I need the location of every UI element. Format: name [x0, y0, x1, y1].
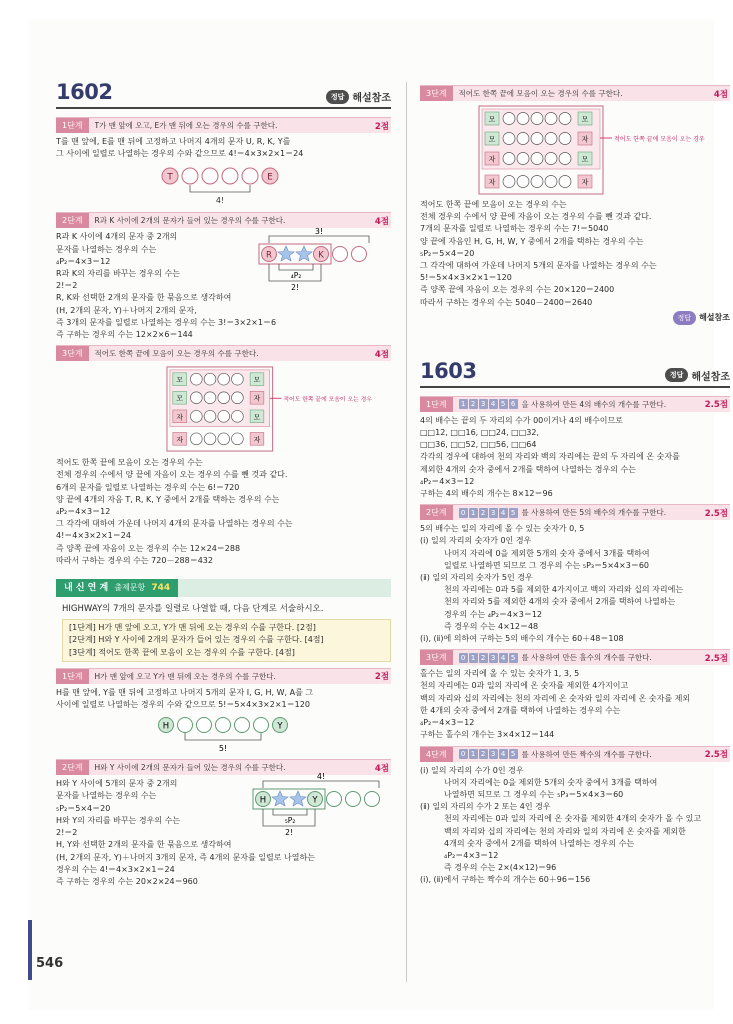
row-left-label: 모 [176, 394, 184, 403]
text-line: H, Y와 선택한 2개의 문자를 한 묶음으로 생각하여 [56, 840, 232, 850]
criteria-line: [2단계] H와 Y 사이에 2개의 문자가 들어 있는 경우의 수를 구한다. [4점] [69, 635, 324, 645]
step-tag: 1단계 [56, 118, 89, 133]
text-line: 2!＝2 [56, 828, 78, 838]
step-title: H가 맨 앞에 오고 Y가 맨 뒤에 오는 경우의 수를 구한다. [94, 671, 276, 681]
text-line: 2!＝2 [56, 281, 78, 291]
fig-letter-b: Y [312, 795, 318, 806]
fig-bottom-label: 2! [285, 828, 293, 838]
text-line: 백의 자리와 십의 자리에는 천의 자리에 온 숫자와 일의 자리에 온 숫자를 제외 [420, 693, 691, 703]
row-right-label: 자 [253, 436, 261, 445]
text-line: (ⅰ) 일의 자리의 수가 0인 경우 [420, 765, 524, 775]
text-line: 5의 배수는 일의 자리에 올 수 있는 숫자가 0, 5 [420, 524, 585, 534]
digit-card: 2 [479, 653, 488, 663]
digit-card: 1 [469, 653, 478, 663]
text-line: (ⅰ) 일의 자리의 숫자가 0인 경우 [420, 536, 532, 546]
step-title: H와 Y 사이에 2개의 문자가 들어 있는 경우의 수를 구한다. [94, 763, 286, 773]
problem-1602-header [56, 80, 391, 109]
digit-card: 5 [509, 653, 518, 663]
text-line: 구하는 홀수의 개수는 3×4×12＝144 [420, 730, 555, 740]
step-header [56, 668, 391, 684]
digit-card: 1 [469, 508, 478, 518]
text-line: ₄P₂＝4×3＝12 [444, 850, 499, 860]
step-points: 2.5점 [704, 400, 728, 411]
digit-cards [459, 749, 518, 759]
text-line: 한 4개의 숫자 중에서 2개를 택하여 나열하는 경우의 수는 [420, 705, 621, 715]
arrangement-figure [56, 715, 391, 755]
row-left-label: 모 [488, 115, 496, 124]
text-line: 천의 자리와 5를 제외한 4개의 숫자 중에서 2개를 택하여 나열하는 [444, 597, 676, 607]
text-line: 구하는 4의 배수의 개수는 8×12＝96 [420, 489, 553, 499]
row-left-label: 자 [176, 436, 184, 445]
step-title: 를 사용하여 만든 5의 배수의 개수를 구한다. [521, 508, 667, 518]
step-tag: 3단계 [420, 650, 453, 665]
text-line: ₅P₂＝5×4＝20 [420, 248, 475, 258]
linked-tag [56, 579, 178, 597]
linked-problem-header [56, 579, 391, 597]
step-body [56, 136, 391, 160]
text-line: 즉 구하는 경우의 수는 20×2×24＝960 [56, 876, 198, 886]
linked-question: HIGHWAY의 7개의 문자를 일렬로 나열할 때, 다음 단계로 서술하시오. [62, 604, 324, 615]
answer-reference [665, 368, 730, 383]
text-line: 4의 배수는 끝의 두 자리의 수가 00이거나 4의 배수이므로 [420, 415, 623, 425]
fig-factorial-label: 5! [218, 744, 227, 754]
text-line: 천의 자리에는 0과 일의 자리에 온 숫자를 제외한 4가지이고 [420, 681, 629, 691]
step-body [420, 199, 730, 325]
text-line: ₅P₂＝5×4＝20 [56, 803, 111, 813]
answer-badge: 정답 [665, 368, 689, 382]
fig-left-letter: T [166, 172, 173, 183]
row-left-label: 모 [176, 376, 184, 385]
digit-card: 0 [459, 749, 468, 759]
digit-card: 4 [489, 399, 498, 409]
vowel-grid [478, 105, 718, 195]
fig-letter-b: K [318, 250, 324, 261]
row-right-label: 모 [253, 413, 261, 422]
row-left-label: 자 [176, 413, 184, 422]
circle-row-figure [154, 715, 294, 755]
fig-top-label: 3! [314, 227, 324, 237]
text-line: 따라서 구하는 경우의 수는 5040－2400＝2640 [420, 297, 593, 307]
digit-card: 6 [509, 399, 518, 409]
digit-card: 0 [459, 508, 468, 518]
text-line: (H, 2개의 문자, Y)＋나머지 2개의 문자, [56, 305, 197, 315]
row-right-label: 자 [253, 394, 261, 403]
text-line: (ⅱ) 일의 자리의 숫자가 5인 경우 [420, 573, 533, 583]
step-body [56, 687, 391, 711]
text-line: ₄P₂＝4×3＝12 [56, 256, 111, 266]
text-line: ₄P₂＝4×3＝12 [420, 718, 475, 728]
digit-card: 3 [489, 653, 498, 663]
step-points: 2.5점 [704, 750, 728, 760]
fig-mid-label: ₄P₂ [290, 271, 302, 281]
text-line: (ⅰ), (ⅱ)에 의하여 구하는 5의 배수의 개수는 60＋48＝108 [420, 634, 624, 644]
text-line: H와 Y 사이에 5개의 문자 중 2개의 [56, 779, 178, 789]
text-line: 4개의 숫자 중에서 2개를 택하여 나열하는 경우의 수는 [444, 838, 635, 848]
page-number: 546 [36, 956, 64, 971]
text-line: 홀수는 일의 자리에 올 수 있는 숫자가 1, 3, 5 [420, 669, 580, 679]
row-right-label: 자 [581, 178, 589, 187]
text-line: 양 끝에 4개의 자음 T, R, K, Y 중에서 2개를 택하는 경우의 수는 [56, 494, 280, 504]
step-tag: 1단계 [56, 669, 89, 684]
step-header [420, 396, 730, 412]
step-header [56, 212, 391, 228]
text-line: 전체 경우의 수에서 양 끝에 자음이 오는 경우의 수를 뺀 것과 같다. [420, 212, 652, 222]
text-line: 각각의 경우에 대하여 천의 자리와 백의 자리에는 끝의 두 자리에 온 숫자를 [420, 452, 680, 462]
text-line: 전체 경우의 수에서 양 끝에 자음이 오는 경우의 수를 뺀 것과 같다. [56, 470, 288, 480]
problem-1603-header [420, 359, 730, 388]
step-body [420, 668, 730, 741]
digit-cards [459, 399, 518, 409]
fig-right-letter: E [266, 172, 273, 183]
step-title: 를 사용하여 만든 짝수의 개수를 구한다. [521, 749, 652, 759]
text-line: 경우의 수는 ₄P₂＝4×3＝12 [444, 609, 543, 619]
step-body [420, 523, 730, 645]
answer-badge: 정답 [326, 90, 350, 104]
step-points: 2.5점 [704, 653, 728, 664]
text-line: 일렬로 나열하면 되므로 그 경우의 수는 ₅P₃＝5×4×3＝60 [444, 560, 649, 570]
text-line: 그 각각에 대하여 가운데 나머지 4개의 문자를 나열하는 경우의 수는 [56, 519, 293, 529]
step-body [420, 415, 730, 500]
text-line: 4!＝4×3×2×1＝24 [56, 531, 131, 541]
step-title: 적어도 한쪽 끝에 모음이 오는 경우의 수를 구한다. [458, 89, 623, 98]
text-line: (H, 2개의 문자, Y)＋나머지 3개의 문자, 즉 4개의 문자를 일렬로 나열하는 [56, 852, 315, 862]
step-tag: 4단계 [420, 747, 453, 762]
problem-number: 1602 [56, 80, 113, 104]
fig-right-letter: Y [276, 721, 283, 732]
grid-annotation: 적어도 한쪽 끝에 모음이 오는 경우 [614, 136, 705, 143]
text-line: 제외한 4개의 숫자 중에서 2개를 택하여 나열하는 경우의 수는 [420, 464, 636, 474]
digit-card: 2 [469, 399, 478, 409]
text-line: 천의 자리에는 0과 일의 자리에 온 숫자를 제외한 4개의 숫자가 올 수 있고 [444, 814, 702, 824]
digit-card: 3 [479, 399, 488, 409]
step-points: 2.5점 [704, 508, 728, 519]
step-tag: 2단계 [420, 505, 453, 520]
text-line: 즉 구하는 경우의 수는 12×2×6＝144 [56, 330, 193, 340]
criteria-line: [3단계] 적어도 한쪽 끝에 모음이 오는 경우의 수를 구한다. [4점] [69, 647, 295, 657]
step-title: 을 사용하여 만든 4의 배수의 개수를 구한다. [521, 399, 667, 409]
row-left-label: 자 [488, 178, 496, 187]
answer-ref-label: 해설참조 [691, 371, 730, 383]
answer-reference [326, 89, 391, 104]
text-line: R과 K 사이에 4개의 문자 중 2개의 [56, 232, 178, 242]
text-line: 문자를 나열하는 경우의 수는 [56, 244, 157, 254]
fig-factorial-label: 4! [215, 196, 224, 206]
step-points: 4점 [374, 349, 389, 360]
arrangement-figure [56, 164, 391, 208]
step-tag: 2단계 [56, 760, 89, 775]
text-line: 7개의 문자를 일렬로 나열하는 경우의 수는 7!＝5040 [420, 224, 609, 234]
step-body [56, 772, 391, 888]
text-line: 양 끝에 자음인 H, G, H, W, Y 중에서 2개를 택하는 경우의 수는 [420, 236, 644, 246]
step-title: T가 맨 앞에 오고, E가 맨 뒤에 오는 경우의 수를 구한다. [94, 121, 278, 130]
digit-card: 2 [479, 508, 488, 518]
digit-card: 4 [499, 653, 508, 663]
step-body [56, 457, 391, 567]
digit-card: 1 [469, 749, 478, 759]
problem-number: 1603 [420, 358, 477, 383]
row-left-label: 자 [488, 155, 496, 164]
text-line: ₄P₂＝4×3＝12 [420, 476, 475, 486]
step-header [420, 649, 730, 665]
step-header [420, 746, 730, 762]
step-title: 를 사용하여 만든 홀수의 개수를 구한다. [521, 653, 652, 663]
text-line: (ⅰ), (ⅱ)에서 구하는 짝수의 개수는 60＋96＝156 [420, 875, 591, 885]
step-points: 2점 [374, 672, 389, 683]
step-title: R과 K 사이에 2개의 문자가 들어 있는 경우의 수를 구한다. [94, 216, 286, 226]
text-line: 즉 경우의 수는 4×12＝48 [444, 621, 539, 631]
step-points: 4점 [374, 763, 389, 774]
answer-badge: 정답 [673, 311, 697, 325]
text-line: 백의 자리와 십의 자리에는 천의 자리와 일의 자리에 온 숫자를 제외한 [444, 826, 686, 836]
step-header [56, 345, 391, 361]
text-line: R과 K의 자리를 바꾸는 경우의 수는 [56, 269, 180, 279]
linked-tag-label: 내 신 연 계 [64, 583, 109, 594]
text-line: 사이에 일렬로 나열하는 경우의 수와 같으므로 5!＝5×4×3×2×1＝120 [56, 700, 310, 710]
grid-row [173, 433, 264, 446]
text-line: 즉 3개의 문자를 일렬로 나열하는 경우의 수는 3!＝3×2×1＝6 [56, 317, 277, 327]
step-points: 2점 [374, 121, 389, 132]
text-line: 적어도 한쪽 끝에 모음이 오는 경우의 수는 [56, 458, 203, 468]
text-line: 6개의 문자를 일렬로 나열하는 경우의 수는 6!＝720 [56, 482, 240, 492]
text-line: (ⅱ) 일의 자리의 수가 2 또는 4인 경우 [420, 802, 551, 812]
column-divider [406, 82, 407, 982]
digit-card: 4 [499, 508, 508, 518]
vowel-grid-figure [56, 365, 391, 453]
bundle-figure [242, 227, 382, 293]
text-line: 그 사이에 일렬로 나열하는 경우의 수와 같으므로 4!＝4×3×2×1＝24 [56, 149, 304, 159]
text-line: T를 맨 앞에, E를 맨 뒤에 고정하고 나머지 4개의 문자 U, R, K, Y를 [56, 137, 291, 146]
digit-card: 3 [489, 749, 498, 759]
vowel-grid [166, 365, 391, 453]
step-points: 4점 [374, 216, 389, 227]
text-line: 경우의 수는 4!＝4×3×2×1＝24 [56, 864, 175, 874]
digit-card: 5 [499, 399, 508, 409]
text-line: □□36, □□52, □□56, □□64 [420, 440, 537, 450]
step-points: 4점 [713, 89, 728, 100]
digit-card: 2 [479, 749, 488, 759]
criteria-line: [1단계] H가 맨 앞에 오고, Y가 맨 뒤에 오는 경우의 수를 구한다. [2점] [69, 623, 316, 633]
grid-annotation: 적어도 한쪽 끝에 모음이 오는 경우 [283, 397, 372, 404]
page [28, 20, 730, 1010]
digit-cards [459, 508, 518, 518]
fig-letter-a: R [266, 250, 272, 261]
text-line: 즉 양쪽 끝에 자음이 오는 경우의 수는 12×24＝288 [56, 543, 241, 553]
step-tag: 2단계 [56, 213, 89, 228]
digit-card: 5 [509, 508, 518, 518]
text-line: 천의 자리에는 0과 5를 제외한 4가지이고 백의 자리와 십의 자리에는 [444, 585, 684, 595]
digit-card: 4 [499, 749, 508, 759]
circle-row-figure [154, 164, 294, 208]
digit-card: 5 [509, 749, 518, 759]
linked-number: 744 [151, 583, 171, 594]
fig-top-label: 4! [316, 772, 326, 782]
row-right-label: 자 [581, 135, 589, 144]
answer-reference [420, 311, 730, 325]
text-line: 그 각각에 대하여 가운데 나머지 5개의 문자를 나열하는 경우의 수는 [420, 261, 657, 271]
row-right-label: 모 [581, 155, 589, 164]
digit-card: 3 [489, 508, 498, 518]
row-left-label: 모 [488, 135, 496, 144]
step-tag: 3단계 [56, 346, 89, 361]
step-title: 적어도 한쪽 끝에 모음이 오는 경우의 수를 구한다. [94, 349, 259, 359]
fig-bottom-label: 2! [291, 283, 299, 293]
digit-cards [459, 653, 518, 663]
text-line: 즉 양쪽 끝에 자음이 오는 경우의 수는 20×120＝2400 [420, 285, 615, 295]
text-line: 따라서 구하는 경우의 수는 720－288＝432 [56, 555, 213, 565]
right-column [420, 85, 730, 887]
step-header [56, 117, 391, 133]
text-line: 문자를 나열하는 경우의 수는 [56, 791, 157, 801]
text-line: H를 맨 앞에, Y를 맨 뒤에 고정하고 나머지 5개의 문자 I, G, H, W, A를 그 [56, 687, 314, 697]
text-line: R, K와 선택한 2개의 문자를 한 묶음으로 생각하여 [56, 293, 232, 303]
fig-mid-label: ₅P₂ [284, 816, 296, 826]
digit-card: 0 [459, 653, 468, 663]
text-line: 나머지 자리에는 0을 제외한 5개의 숫자 중에서 3개를 택하여 [444, 777, 658, 787]
step-header [420, 85, 730, 101]
text-line: 나열하면 되므로 그 경우의 수는 ₅P₃＝5×4×3＝60 [444, 789, 624, 799]
step-tag: 3단계 [420, 86, 453, 101]
text-line: 즉 경우의 수는 2×(4×12)＝96 [444, 863, 557, 873]
vowel-grid-figure [420, 105, 730, 195]
linked-tag-sub: 출제문항 [114, 583, 146, 593]
text-line: 나머지 자리에 0을 제외한 5개의 숫자 중에서 3개를 택하여 [444, 548, 650, 558]
step-body [420, 765, 730, 887]
text-line: ₄P₂＝4×3＝12 [56, 507, 111, 517]
text-line: □□12, □□16, □□24, □□32, [420, 428, 539, 438]
step-tag: 1단계 [420, 397, 453, 412]
answer-ref-label: 해설참조 [352, 93, 391, 104]
row-right-label: 모 [253, 376, 261, 385]
fig-left-letter: H [162, 721, 169, 732]
row-right-label: 모 [581, 115, 589, 124]
text-line: H와 Y의 자리를 바꾸는 경우의 수는 [56, 815, 181, 825]
step-body [56, 227, 391, 341]
left-column [56, 80, 391, 888]
step-header [420, 504, 730, 520]
linked-criteria-box [62, 619, 391, 662]
text-line: 5!＝5×4×3×2×1＝120 [420, 273, 512, 283]
bundle-figure [246, 772, 386, 838]
grid-row [485, 175, 592, 188]
text-line: 적어도 한쪽 끝에 모음이 오는 경우의 수는 [420, 200, 567, 209]
answer-ref-label: 해설참조 [699, 313, 730, 323]
fig-letter-a: H [259, 795, 267, 806]
digit-card: 1 [459, 399, 468, 409]
page-side-bar [28, 920, 32, 980]
